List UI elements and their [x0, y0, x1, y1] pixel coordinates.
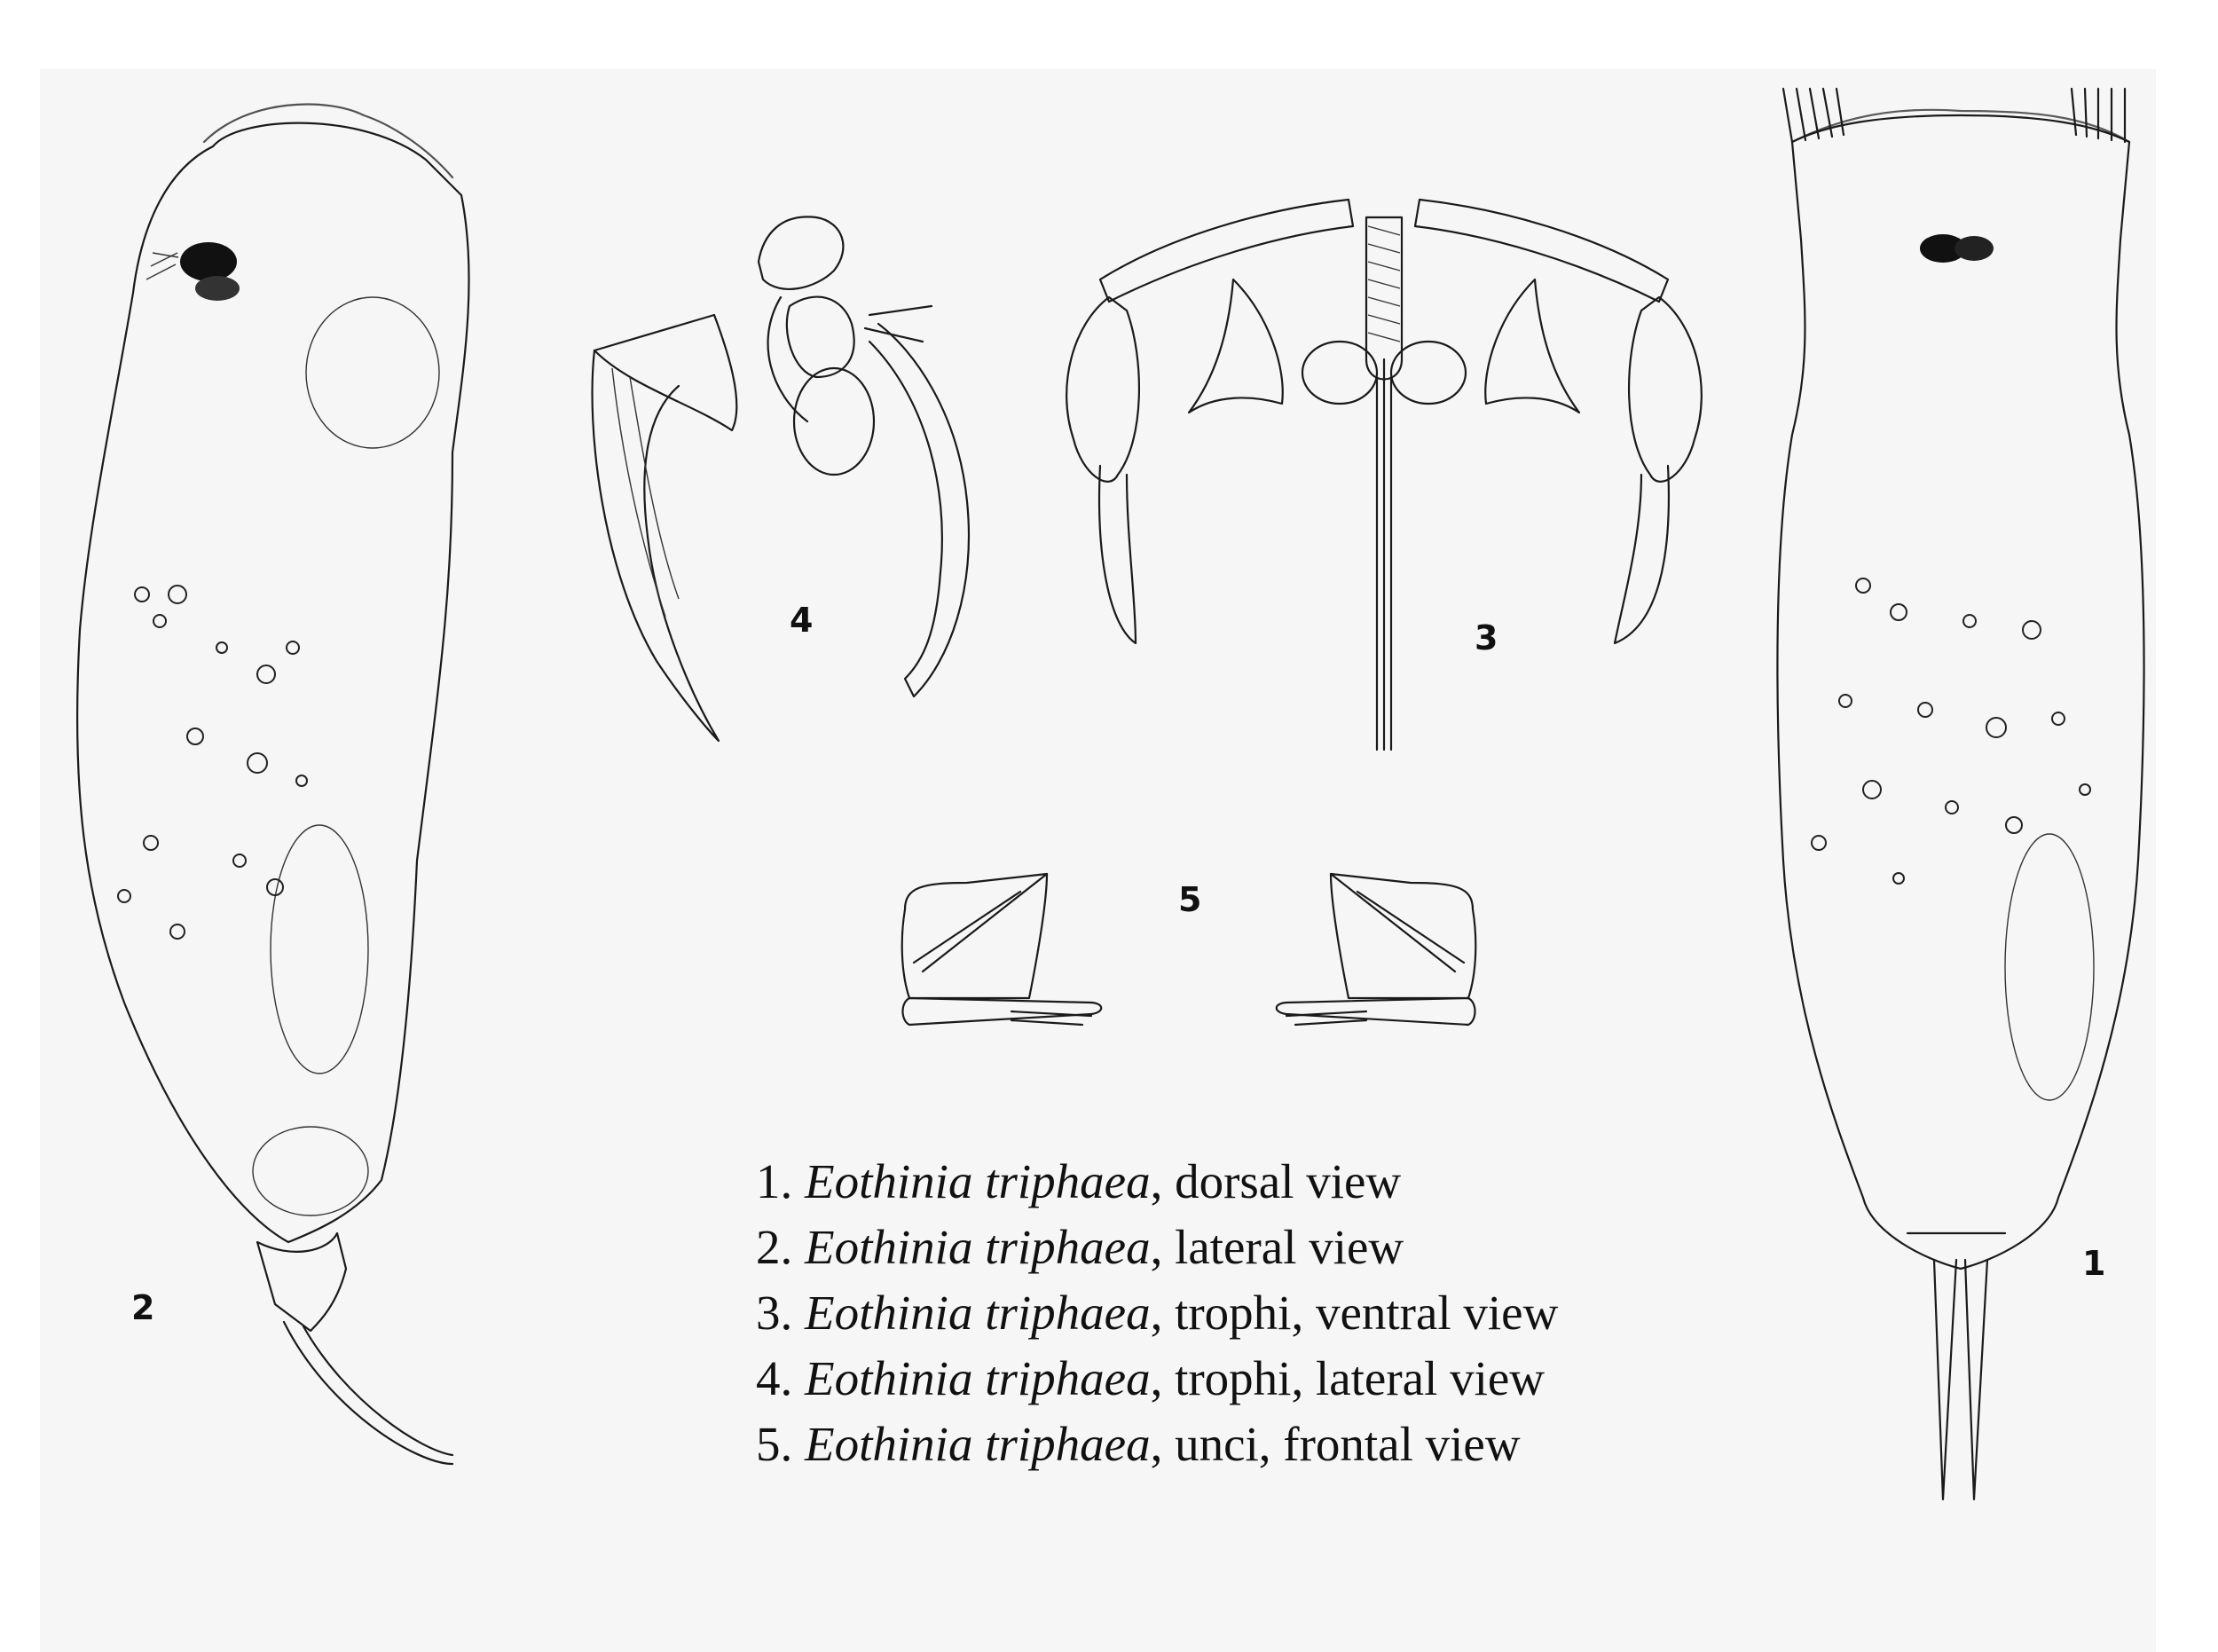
- legend-item: [756, 1280, 1821, 1346]
- legend-number: 1.: [756, 1154, 793, 1208]
- legend-item: [756, 1346, 1821, 1412]
- legend-description: , trophi, lateral view: [1150, 1351, 1546, 1405]
- figure-legend: [756, 1149, 1821, 1477]
- legend-item: [756, 1149, 1821, 1215]
- figure-4-trophi-lateral: [559, 200, 1003, 767]
- legend-description: , dorsal view: [1150, 1154, 1402, 1208]
- figure-1-dorsal-view: [1766, 80, 2156, 1535]
- legend-number: 4.: [756, 1351, 793, 1405]
- figure-number-4: 4: [790, 601, 814, 640]
- figure-5-unci-frontal: [887, 847, 1490, 1042]
- figure-2-lateral-view: [71, 62, 479, 1482]
- figure-number-1: 1: [2082, 1244, 2106, 1283]
- legend-number: 3.: [756, 1286, 793, 1340]
- legend-item: [756, 1412, 1821, 1477]
- legend-species: Eothinia triphaea: [805, 1351, 1151, 1405]
- legend-item: [756, 1215, 1821, 1280]
- legend-description: , lateral view: [1150, 1220, 1404, 1274]
- figure-number-2: 2: [131, 1288, 155, 1327]
- legend-species: Eothinia triphaea: [805, 1417, 1151, 1471]
- legend-species: Eothinia triphaea: [805, 1286, 1151, 1340]
- figure-number-3: 3: [1475, 618, 1498, 657]
- legend-description: , unci, frontal view: [1150, 1417, 1521, 1471]
- legend-number: 2.: [756, 1220, 793, 1274]
- figure-number-5: 5: [1178, 880, 1202, 919]
- legend-species: Eothinia triphaea: [805, 1154, 1151, 1208]
- legend-number: 5.: [756, 1417, 793, 1471]
- legend-description: , trophi, ventral view: [1150, 1286, 1559, 1340]
- figure-3-trophi-ventral: [1047, 182, 1721, 767]
- legend-species: Eothinia triphaea: [805, 1220, 1151, 1274]
